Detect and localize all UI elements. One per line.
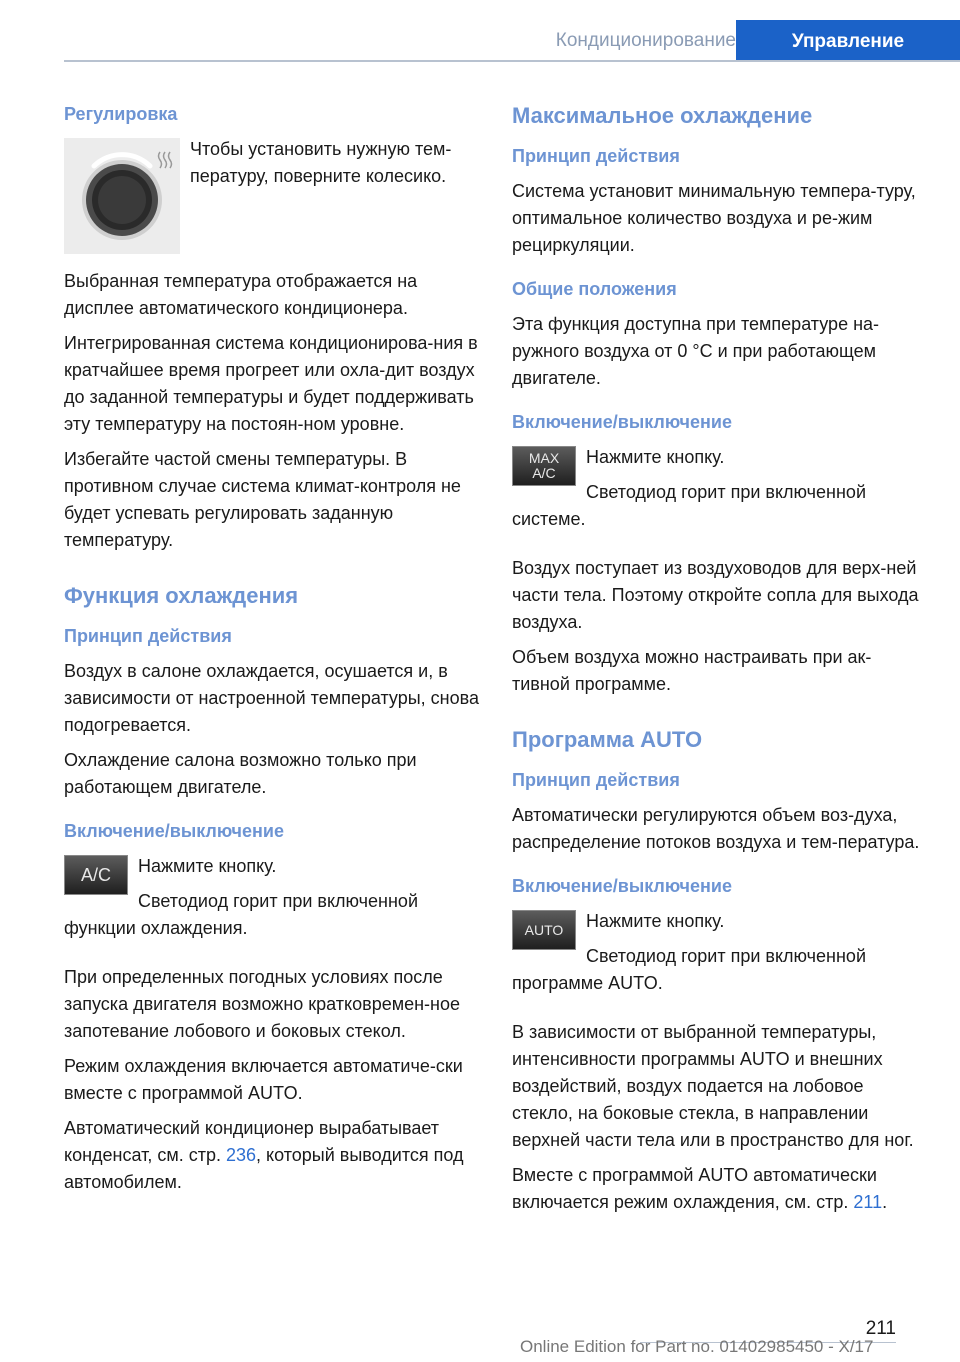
- page-link[interactable]: 211: [853, 1192, 883, 1212]
- header-rule: [64, 60, 960, 62]
- paragraph: Режим охлаждения включается автоматиче-ски вместе с программой AUTO.: [64, 1056, 463, 1103]
- edition-note: Online Edition for Part no. 01402985450 - X/17: [520, 1337, 874, 1356]
- button-instruction: Нажмите кнопку.: [586, 911, 725, 931]
- page-header: [64, 20, 960, 62]
- heading-auto-program: Программа AUTO: [512, 727, 703, 752]
- heading-on-off: Включение/выключение: [64, 821, 284, 841]
- heading-principle: Принцип действия: [512, 146, 680, 166]
- led-note: Светодиод горит при включенной функции охлаждения.: [64, 891, 418, 938]
- paragraph: При определенных погодных условиях после запуска двигателя возможно кратковремен-ное запотевание лобового и боковых стекол.: [64, 967, 460, 1041]
- right-column: [512, 102, 928, 1224]
- paragraph: Выбранная температура отображается на дисплее автоматического кондиционера.: [64, 271, 418, 318]
- paragraph: Интегрированная система кондиционирова-ния в кратчайшее время прогреет или охла-дит воздух до заданной температуры и будет поддерживать эту температуру на постоян-ном уровне.: [64, 333, 478, 434]
- paragraph: Вместе с программой AUTO автоматически включается режим охлаждения, см. стр. 211.: [512, 1165, 888, 1212]
- ac-button-figure: [64, 853, 480, 950]
- ac-button-image: A/C: [64, 855, 128, 895]
- knob-figure: [64, 136, 480, 254]
- led-note: Светодиод горит при включенной программе AUTO.: [512, 946, 866, 993]
- paragraph: Избегайте частой смены температуры. В противном случае система климат-контроля не будет успевать регулировать заданную температуру.: [64, 449, 461, 550]
- max-ac-button-image: MAX A/C: [512, 446, 576, 486]
- max-ac-button-figure: [512, 444, 928, 541]
- heading-general: Общие положения: [512, 279, 677, 299]
- button-instruction: Нажмите кнопку.: [586, 447, 725, 467]
- heading-on-off: Включение/выключение: [512, 876, 732, 896]
- led-note: Светодиод горит при включенной системе.: [512, 482, 866, 529]
- paragraph: Объем воздуха можно настраивать при ак-тивной программе.: [512, 647, 872, 694]
- page-number: 211: [865, 1318, 896, 1339]
- rotary-knob-icon: [64, 138, 180, 254]
- paragraph: Автоматически регулируются объем воз-духа, распределение потоков воздуха и тем-пература.: [512, 805, 920, 852]
- paragraph: Автоматический кондиционер вырабатывает конденсат, см. стр. 236, который выводится под автомобилем.: [64, 1118, 464, 1192]
- page-link[interactable]: 236: [225, 1145, 257, 1165]
- paragraph: Охлаждение салона возможно только при работающем двигателе.: [64, 750, 417, 797]
- section-tab[interactable]: Кондиционирование: [555, 30, 736, 51]
- knob-text: Чтобы установить нужную тем-пературу, поверните колесико.: [190, 139, 452, 186]
- heading-max-cooling: Максимальное охлаждение: [512, 103, 813, 128]
- temperature-knob-image: [64, 138, 180, 254]
- heading-cooling: Функция охлаждения: [64, 583, 299, 608]
- left-column: [64, 102, 480, 1204]
- heading-principle: Принцип действия: [512, 770, 680, 790]
- paragraph: Система установит минимальную темпера-туру, оптимальное количество воздуха и ре-жим рециркуляции.: [512, 181, 916, 255]
- paragraph: В зависимости от выбранной температуры, интенсивности программы AUTO и внешних воздействий, воздух подается на лобовое стекло, на боковые стекла, в направлении верхней части тела или в пространство для ног.: [512, 1022, 914, 1150]
- paragraph: Воздух в салоне охлаждается, осушается и, в зависимости от настроенной температуры, снова подогревается.: [64, 661, 479, 735]
- auto-button-figure: [512, 908, 928, 1005]
- paragraph: Эта функция доступна при температуре на-ружного воздуха от 0 °C и при работающем двигателе.: [512, 314, 880, 388]
- heading-principle: Принцип действия: [64, 626, 232, 646]
- paragraph: Воздух поступает из воздуховодов для верх-ней части тела. Поэтому откройте сопла для выхода воздуха.: [512, 558, 919, 632]
- chapter-tab[interactable]: Управление: [736, 20, 960, 62]
- heading-regulation: Регулировка: [64, 104, 178, 124]
- auto-button-image: AUTO: [512, 910, 576, 950]
- button-instruction: Нажмите кнопку.: [138, 856, 277, 876]
- heading-on-off: Включение/выключение: [512, 412, 732, 432]
